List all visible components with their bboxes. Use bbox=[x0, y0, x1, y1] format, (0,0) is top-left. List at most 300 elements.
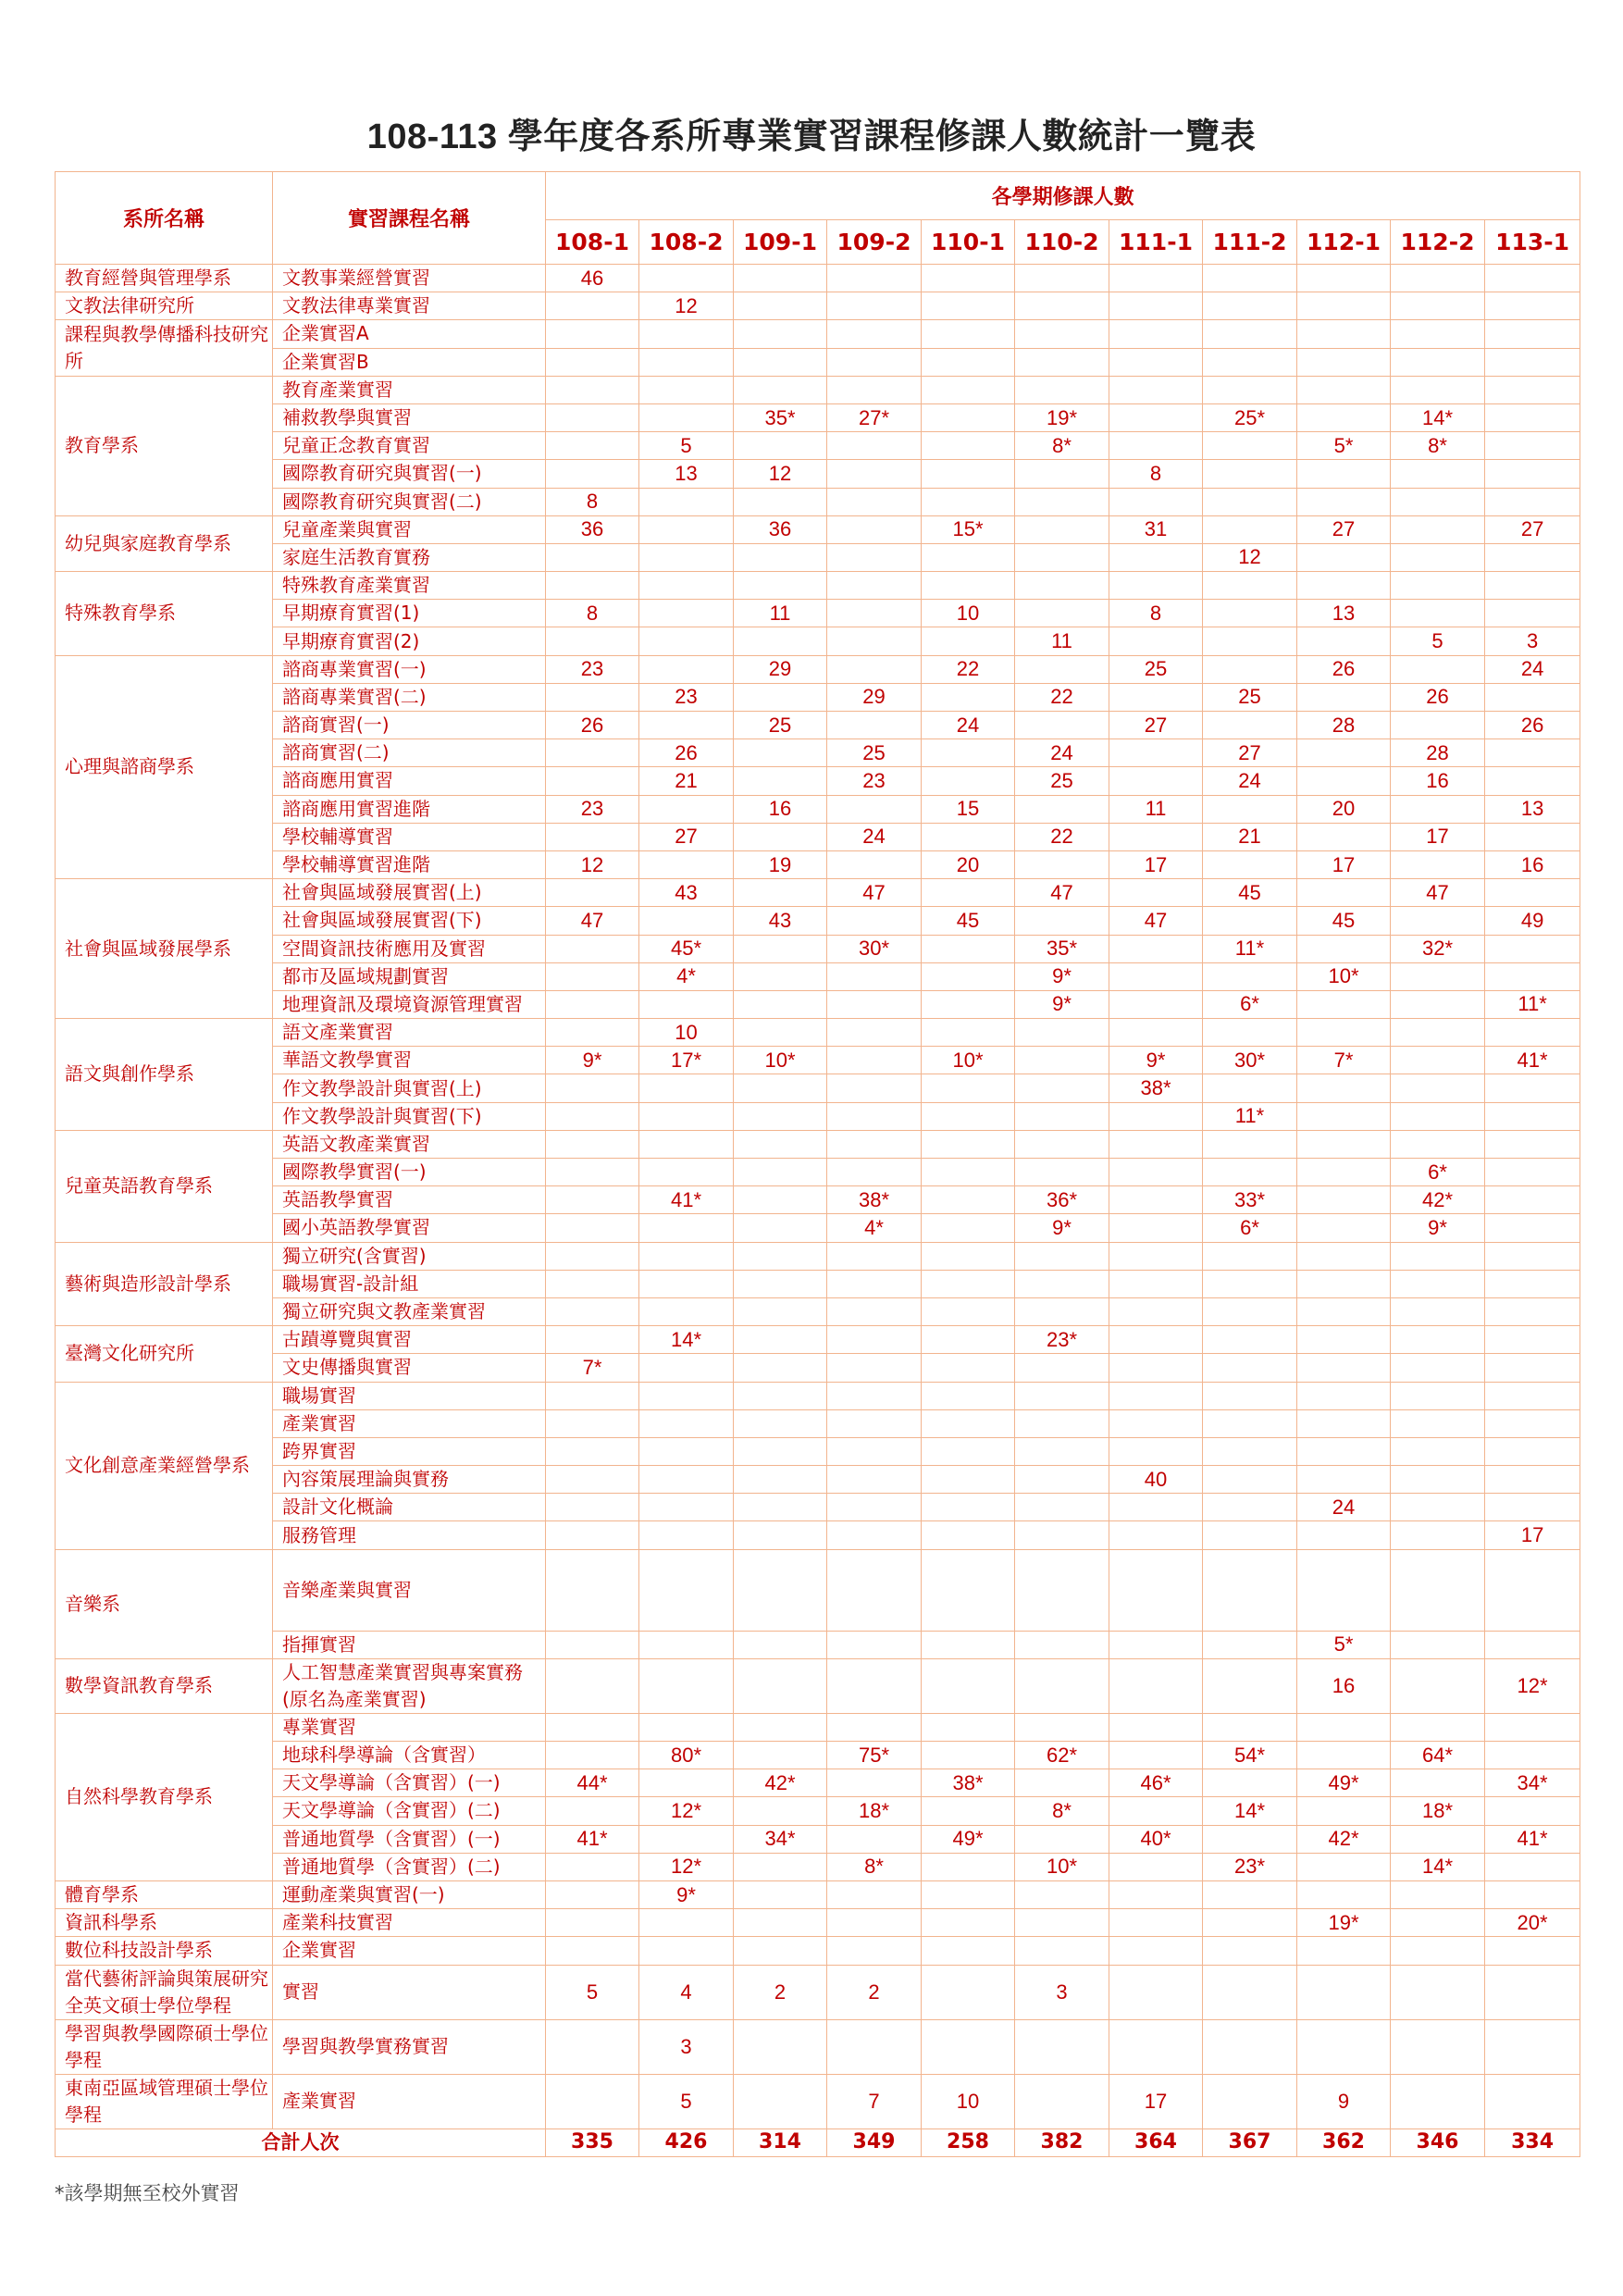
enrollment-cell bbox=[734, 1409, 827, 1437]
enrollment-cell bbox=[734, 1494, 827, 1521]
total-cell: 314 bbox=[734, 2128, 827, 2156]
enrollment-cell bbox=[1015, 1297, 1109, 1325]
enrollment-cell bbox=[734, 1186, 827, 1214]
enrollment-cell: 10 bbox=[639, 1019, 734, 1047]
enrollment-cell bbox=[734, 1242, 827, 1270]
enrollment-cell: 80* bbox=[639, 1742, 734, 1769]
enrollment-cell bbox=[639, 1937, 734, 1965]
course-name: 古蹟導覽與實習 bbox=[273, 1326, 546, 1354]
enrollment-cell bbox=[546, 767, 639, 795]
course-name: 諮商應用實習 bbox=[273, 767, 546, 795]
enrollment-cell: 10* bbox=[922, 1047, 1015, 1074]
enrollment-cell: 27 bbox=[1203, 739, 1297, 767]
table-row bbox=[56, 1797, 1580, 1825]
enrollment-cell: 18* bbox=[1391, 1797, 1485, 1825]
dept-name: 當代藝術評論與策展研究全英文碩士學位學程 bbox=[56, 1965, 273, 2019]
enrollment-cell bbox=[546, 1242, 639, 1270]
enrollment-cell bbox=[1203, 1825, 1297, 1853]
enrollment-cell: 23 bbox=[639, 683, 734, 711]
enrollment-cell bbox=[546, 1494, 639, 1521]
course-name: 諮商實習(一) bbox=[273, 712, 546, 739]
enrollment-cell bbox=[1485, 879, 1580, 907]
enrollment-cell bbox=[1297, 627, 1391, 655]
dept-name: 課程與教學傳播科技研究所 bbox=[56, 320, 273, 376]
enrollment-cell bbox=[1109, 1880, 1203, 1908]
enrollment-cell bbox=[1109, 1909, 1203, 1937]
enrollment-cell bbox=[1485, 543, 1580, 571]
enrollment-cell bbox=[734, 1102, 827, 1130]
table-row bbox=[56, 907, 1580, 935]
enrollment-cell: 27 bbox=[639, 823, 734, 850]
course-name: 國際教學實習(一) bbox=[273, 1159, 546, 1186]
enrollment-cell bbox=[922, 990, 1015, 1018]
table-row bbox=[56, 1019, 1580, 1047]
enrollment-cell bbox=[1391, 348, 1485, 376]
enrollment-cell bbox=[827, 320, 922, 348]
enrollment-cell bbox=[1015, 292, 1109, 320]
enrollment-cell: 19* bbox=[1297, 1909, 1391, 1937]
enrollment-cell: 22 bbox=[1015, 683, 1109, 711]
enrollment-cell bbox=[1203, 1382, 1297, 1409]
enrollment-cell bbox=[1203, 488, 1297, 515]
enrollment-cell bbox=[734, 1909, 827, 1937]
enrollment-cell bbox=[827, 1354, 922, 1382]
course-name: 作文教學設計與實習(上) bbox=[273, 1074, 546, 1102]
total-cell: 362 bbox=[1297, 2128, 1391, 2156]
table-row bbox=[56, 962, 1580, 990]
enrollment-cell: 14* bbox=[1391, 1853, 1485, 1880]
header-dept: 系所名稱 bbox=[56, 172, 273, 265]
enrollment-cell: 41* bbox=[639, 1186, 734, 1214]
enrollment-cell bbox=[546, 1521, 639, 1549]
enrollment-cell bbox=[1485, 962, 1580, 990]
enrollment-cell bbox=[1203, 962, 1297, 990]
enrollment-cell bbox=[734, 1326, 827, 1354]
total-cell: 335 bbox=[546, 2128, 639, 2156]
course-name: 職場實習 bbox=[273, 1382, 546, 1409]
enrollment-cell bbox=[1109, 432, 1203, 460]
enrollment-cell bbox=[1297, 767, 1391, 795]
enrollment-cell bbox=[922, 1909, 1015, 1937]
total-cell: 367 bbox=[1203, 2128, 1297, 2156]
course-name: 服務管理 bbox=[273, 1521, 546, 1549]
course-name: 語文產業實習 bbox=[273, 1019, 546, 1047]
dept-name: 資訊科學系 bbox=[56, 1909, 273, 1937]
enrollment-cell bbox=[1109, 1102, 1203, 1130]
enrollment-cell bbox=[922, 1937, 1015, 1965]
enrollment-cell bbox=[1109, 1409, 1203, 1437]
enrollment-cell bbox=[1203, 795, 1297, 823]
enrollment-cell bbox=[827, 1549, 922, 1631]
enrollment-cell bbox=[1297, 1297, 1391, 1325]
enrollment-cell bbox=[1485, 683, 1580, 711]
enrollment-cell bbox=[827, 1130, 922, 1158]
course-name: 天文學導論（含實習）(二) bbox=[273, 1797, 546, 1825]
enrollment-cell bbox=[1015, 1658, 1109, 1713]
enrollment-cell bbox=[1015, 1713, 1109, 1741]
enrollment-cell bbox=[1109, 1354, 1203, 1382]
enrollment-cell bbox=[1485, 1437, 1580, 1465]
enrollment-cell bbox=[827, 1713, 922, 1741]
enrollment-cell bbox=[1109, 1494, 1203, 1521]
enrollment-cell bbox=[546, 990, 639, 1018]
enrollment-cell bbox=[1485, 767, 1580, 795]
course-name: 產業科技實習 bbox=[273, 1909, 546, 1937]
enrollment-cell bbox=[639, 1713, 734, 1741]
enrollment-cell bbox=[1485, 1494, 1580, 1521]
enrollment-cell: 8 bbox=[546, 488, 639, 515]
enrollment-cell bbox=[827, 1074, 922, 1102]
enrollment-cell bbox=[734, 2019, 827, 2074]
enrollment-cell bbox=[1203, 1937, 1297, 1965]
enrollment-cell bbox=[546, 739, 639, 767]
enrollment-cell bbox=[1203, 655, 1297, 683]
enrollment-cell: 26 bbox=[1391, 683, 1485, 711]
enrollment-cell bbox=[1015, 265, 1109, 292]
enrollment-cell: 47 bbox=[1109, 907, 1203, 935]
enrollment-cell bbox=[1203, 1631, 1297, 1658]
enrollment-cell: 4* bbox=[639, 962, 734, 990]
enrollment-cell bbox=[639, 1354, 734, 1382]
enrollment-cell bbox=[922, 739, 1015, 767]
enrollment-cell bbox=[546, 572, 639, 600]
enrollment-cell bbox=[1297, 376, 1391, 403]
enrollment-cell bbox=[1297, 1713, 1391, 1741]
enrollment-cell bbox=[546, 1466, 639, 1494]
enrollment-cell bbox=[1297, 1437, 1391, 1465]
enrollment-cell bbox=[1203, 1074, 1297, 1102]
enrollment-cell bbox=[1485, 1797, 1580, 1825]
enrollment-cell bbox=[546, 1713, 639, 1741]
dept-name: 教育經營與管理學系 bbox=[56, 265, 273, 292]
enrollment-cell: 13 bbox=[1297, 600, 1391, 627]
enrollment-cell bbox=[1297, 1242, 1391, 1270]
enrollment-cell: 62* bbox=[1015, 1742, 1109, 1769]
header-semester-group: 各學期修課人數 bbox=[546, 172, 1580, 220]
enrollment-cell bbox=[1391, 1326, 1485, 1354]
enrollment-cell bbox=[1015, 2074, 1109, 2128]
enrollment-cell: 8* bbox=[1391, 432, 1485, 460]
table-row bbox=[56, 1631, 1580, 1658]
enrollment-cell bbox=[827, 850, 922, 878]
enrollment-cell bbox=[734, 1797, 827, 1825]
enrollment-cell bbox=[1109, 2019, 1203, 2074]
enrollment-cell bbox=[922, 1354, 1015, 1382]
enrollment-cell bbox=[1391, 265, 1485, 292]
enrollment-cell bbox=[639, 1242, 734, 1270]
total-cell: 382 bbox=[1015, 2128, 1109, 2156]
enrollment-cell bbox=[1485, 432, 1580, 460]
enrollment-cell: 24 bbox=[1297, 1494, 1391, 1521]
enrollment-cell: 31 bbox=[1109, 515, 1203, 543]
enrollment-cell bbox=[1485, 1297, 1580, 1325]
enrollment-cell: 12 bbox=[639, 292, 734, 320]
enrollment-cell bbox=[546, 1270, 639, 1297]
enrollment-cell: 45* bbox=[639, 935, 734, 962]
enrollment-cell bbox=[1203, 1466, 1297, 1494]
table-row bbox=[56, 1214, 1580, 1242]
enrollment-cell bbox=[546, 1019, 639, 1047]
enrollment-cell bbox=[546, 432, 639, 460]
enrollment-cell bbox=[827, 655, 922, 683]
enrollment-cell bbox=[639, 1130, 734, 1158]
dept-name: 數位科技設計學系 bbox=[56, 1937, 273, 1965]
enrollment-cell bbox=[1109, 265, 1203, 292]
enrollment-cell bbox=[546, 1631, 639, 1658]
enrollment-cell bbox=[922, 1297, 1015, 1325]
dept-name: 特殊教育學系 bbox=[56, 572, 273, 656]
enrollment-cell bbox=[1203, 1713, 1297, 1741]
enrollment-cell bbox=[1485, 1713, 1580, 1741]
enrollment-cell bbox=[734, 488, 827, 515]
course-name: 空間資訊技術應用及實習 bbox=[273, 935, 546, 962]
enrollment-cell bbox=[1203, 1354, 1297, 1382]
enrollment-cell bbox=[1297, 543, 1391, 571]
semester-header: 110-2 bbox=[1015, 220, 1109, 265]
enrollment-cell bbox=[1015, 1019, 1109, 1047]
enrollment-cell bbox=[922, 292, 1015, 320]
dept-name: 臺灣文化研究所 bbox=[56, 1326, 273, 1382]
enrollment-cell bbox=[922, 1437, 1015, 1465]
table-row bbox=[56, 1494, 1580, 1521]
semester-header: 110-1 bbox=[922, 220, 1015, 265]
enrollment-cell bbox=[922, 1409, 1015, 1437]
enrollment-cell bbox=[1297, 1880, 1391, 1908]
enrollment-cell bbox=[1485, 1937, 1580, 1965]
enrollment-cell bbox=[1391, 1242, 1485, 1270]
enrollment-cell bbox=[639, 850, 734, 878]
totals-row bbox=[56, 2128, 1580, 2156]
enrollment-cell: 14* bbox=[639, 1326, 734, 1354]
enrollment-cell bbox=[1485, 320, 1580, 348]
course-name: 天文學導論（含實習）(一) bbox=[273, 1769, 546, 1797]
enrollment-cell: 24 bbox=[922, 712, 1015, 739]
enrollment-cell bbox=[546, 1326, 639, 1354]
enrollment-cell bbox=[922, 1326, 1015, 1354]
enrollment-cell: 24 bbox=[827, 823, 922, 850]
table-row bbox=[56, 1853, 1580, 1880]
enrollment-cell bbox=[1485, 1019, 1580, 1047]
enrollment-cell bbox=[1203, 1494, 1297, 1521]
enrollment-cell bbox=[734, 1130, 827, 1158]
enrollment-cell bbox=[827, 1909, 922, 1937]
enrollment-cell bbox=[1297, 1965, 1391, 2019]
enrollment-cell bbox=[1391, 543, 1485, 571]
enrollment-cell bbox=[827, 1297, 922, 1325]
enrollment-cell bbox=[1485, 1270, 1580, 1297]
dept-name: 教育學系 bbox=[56, 376, 273, 515]
enrollment-cell bbox=[1015, 1382, 1109, 1409]
enrollment-cell bbox=[1485, 1159, 1580, 1186]
semester-header: 111-1 bbox=[1109, 220, 1203, 265]
enrollment-cell: 41* bbox=[546, 1825, 639, 1853]
enrollment-cell bbox=[639, 515, 734, 543]
enrollment-cell: 34* bbox=[734, 1825, 827, 1853]
table-row bbox=[56, 850, 1580, 878]
enrollment-cell bbox=[827, 432, 922, 460]
enrollment-cell bbox=[922, 1880, 1015, 1908]
enrollment-cell: 42* bbox=[734, 1769, 827, 1797]
enrollment-cell: 10* bbox=[1297, 962, 1391, 990]
enrollment-cell bbox=[827, 515, 922, 543]
enrollment-cell bbox=[1109, 1130, 1203, 1158]
enrollment-cell bbox=[1485, 1853, 1580, 1880]
table-row bbox=[56, 1409, 1580, 1437]
enrollment-cell bbox=[1109, 990, 1203, 1018]
dept-name: 東南亞區域管理碩士學位學程 bbox=[56, 2074, 273, 2128]
enrollment-cell bbox=[1109, 627, 1203, 655]
enrollment-cell bbox=[639, 1214, 734, 1242]
enrollment-cell: 64* bbox=[1391, 1742, 1485, 1769]
enrollment-cell bbox=[922, 1159, 1015, 1186]
enrollment-cell bbox=[1297, 292, 1391, 320]
enrollment-cell: 12 bbox=[734, 460, 827, 488]
enrollment-cell bbox=[827, 292, 922, 320]
enrollment-cell bbox=[1297, 1853, 1391, 1880]
enrollment-cell: 7 bbox=[827, 2074, 922, 2128]
enrollment-cell bbox=[1391, 1047, 1485, 1074]
enrollment-cell: 42* bbox=[1391, 1186, 1485, 1214]
course-name: 諮商實習(二) bbox=[273, 739, 546, 767]
enrollment-cell: 26 bbox=[1297, 655, 1391, 683]
enrollment-cell bbox=[1109, 1521, 1203, 1549]
enrollment-cell: 12* bbox=[639, 1797, 734, 1825]
enrollment-cell: 11 bbox=[1015, 627, 1109, 655]
enrollment-cell bbox=[1109, 1937, 1203, 1965]
enrollment-cell: 22 bbox=[1015, 823, 1109, 850]
enrollment-cell bbox=[734, 1019, 827, 1047]
enrollment-cell bbox=[922, 460, 1015, 488]
enrollment-cell bbox=[734, 1159, 827, 1186]
enrollment-cell bbox=[922, 1214, 1015, 1242]
enrollment-cell bbox=[1109, 488, 1203, 515]
enrollment-cell bbox=[922, 1797, 1015, 1825]
enrollment-cell bbox=[1203, 907, 1297, 935]
enrollment-cell: 49* bbox=[922, 1825, 1015, 1853]
enrollment-cell bbox=[1203, 2019, 1297, 2074]
enrollment-cell bbox=[1485, 1074, 1580, 1102]
enrollment-cell bbox=[1297, 1130, 1391, 1158]
enrollment-cell bbox=[922, 1494, 1015, 1521]
enrollment-cell bbox=[734, 1631, 827, 1658]
enrollment-cell bbox=[1203, 515, 1297, 543]
enrollment-cell bbox=[1203, 1409, 1297, 1437]
enrollment-cell: 27* bbox=[827, 403, 922, 431]
enrollment-cell bbox=[827, 376, 922, 403]
table-row bbox=[56, 1742, 1580, 1769]
enrollment-cell: 10 bbox=[922, 2074, 1015, 2128]
table-row bbox=[56, 739, 1580, 767]
enrollment-cell: 32* bbox=[1391, 935, 1485, 962]
enrollment-cell bbox=[1109, 1658, 1203, 1713]
enrollment-cell bbox=[1203, 600, 1297, 627]
enrollment-cell bbox=[639, 1102, 734, 1130]
enrollment-cell bbox=[1203, 1769, 1297, 1797]
enrollment-cell: 5 bbox=[639, 2074, 734, 2128]
enrollment-cell bbox=[1485, 823, 1580, 850]
enrollment-cell bbox=[1485, 1242, 1580, 1270]
enrollment-cell bbox=[922, 1270, 1015, 1297]
enrollment-cell bbox=[922, 376, 1015, 403]
enrollment-cell bbox=[1203, 1297, 1297, 1325]
enrollment-cell bbox=[922, 1186, 1015, 1214]
enrollment-cell: 21 bbox=[639, 767, 734, 795]
enrollment-cell bbox=[734, 1853, 827, 1880]
dept-name: 音樂系 bbox=[56, 1549, 273, 1658]
enrollment-cell bbox=[922, 488, 1015, 515]
enrollment-cell bbox=[1391, 1521, 1485, 1549]
enrollment-cell bbox=[922, 823, 1015, 850]
enrollment-cell bbox=[1109, 1713, 1203, 1741]
enrollment-cell bbox=[1015, 1494, 1109, 1521]
enrollment-cell bbox=[1297, 2019, 1391, 2074]
enrollment-cell bbox=[1485, 265, 1580, 292]
enrollment-cell bbox=[1391, 1466, 1485, 1494]
course-name: 學校輔導實習進階 bbox=[273, 850, 546, 878]
dept-name: 文教法律研究所 bbox=[56, 292, 273, 320]
enrollment-cell: 15* bbox=[922, 515, 1015, 543]
enrollment-cell bbox=[639, 348, 734, 376]
enrollment-cell bbox=[546, 292, 639, 320]
enrollment-cell: 16 bbox=[734, 795, 827, 823]
enrollment-cell bbox=[734, 1270, 827, 1297]
enrollment-cell bbox=[827, 600, 922, 627]
enrollment-cell: 3 bbox=[1015, 1965, 1109, 2019]
enrollment-cell bbox=[1297, 460, 1391, 488]
course-name: 家庭生活教育實務 bbox=[273, 543, 546, 571]
enrollment-cell bbox=[1485, 403, 1580, 431]
enrollment-cell bbox=[734, 432, 827, 460]
table-row bbox=[56, 1909, 1580, 1937]
enrollment-cell bbox=[1109, 1186, 1203, 1214]
enrollment-cell: 8* bbox=[827, 1853, 922, 1880]
enrollment-cell bbox=[734, 1549, 827, 1631]
enrollment-cell bbox=[1109, 1214, 1203, 1242]
enrollment-cell: 13 bbox=[1485, 795, 1580, 823]
enrollment-cell: 40* bbox=[1109, 1825, 1203, 1853]
enrollment-cell bbox=[1297, 1102, 1391, 1130]
table-row bbox=[56, 572, 1580, 600]
enrollment-cell bbox=[922, 1631, 1015, 1658]
enrollment-cell: 8 bbox=[1109, 600, 1203, 627]
course-name: 地球科學導論（含實習） bbox=[273, 1742, 546, 1769]
enrollment-cell bbox=[639, 907, 734, 935]
enrollment-cell: 9* bbox=[1015, 990, 1109, 1018]
semester-header: 111-2 bbox=[1203, 220, 1297, 265]
enrollment-cell bbox=[1109, 1159, 1203, 1186]
enrollment-cell bbox=[546, 1382, 639, 1409]
enrollment-cell bbox=[1109, 1270, 1203, 1297]
enrollment-cell bbox=[1203, 292, 1297, 320]
course-name: 英語教學實習 bbox=[273, 1186, 546, 1214]
enrollment-cell bbox=[1391, 1549, 1485, 1631]
enrollment-cell bbox=[1203, 850, 1297, 878]
enrollment-cell bbox=[1485, 1631, 1580, 1658]
enrollment-cell: 34* bbox=[1485, 1769, 1580, 1797]
table-row bbox=[56, 1074, 1580, 1102]
enrollment-cell bbox=[546, 1937, 639, 1965]
enrollment-cell bbox=[1297, 572, 1391, 600]
table-row bbox=[56, 1521, 1580, 1549]
enrollment-cell: 11* bbox=[1203, 935, 1297, 962]
total-cell: 364 bbox=[1109, 2128, 1203, 2156]
enrollment-cell bbox=[1297, 1521, 1391, 1549]
enrollment-cell bbox=[734, 879, 827, 907]
enrollment-cell bbox=[1109, 1797, 1203, 1825]
enrollment-cell bbox=[1203, 265, 1297, 292]
enrollment-cell bbox=[922, 1130, 1015, 1158]
enrollment-cell: 23* bbox=[1203, 1853, 1297, 1880]
